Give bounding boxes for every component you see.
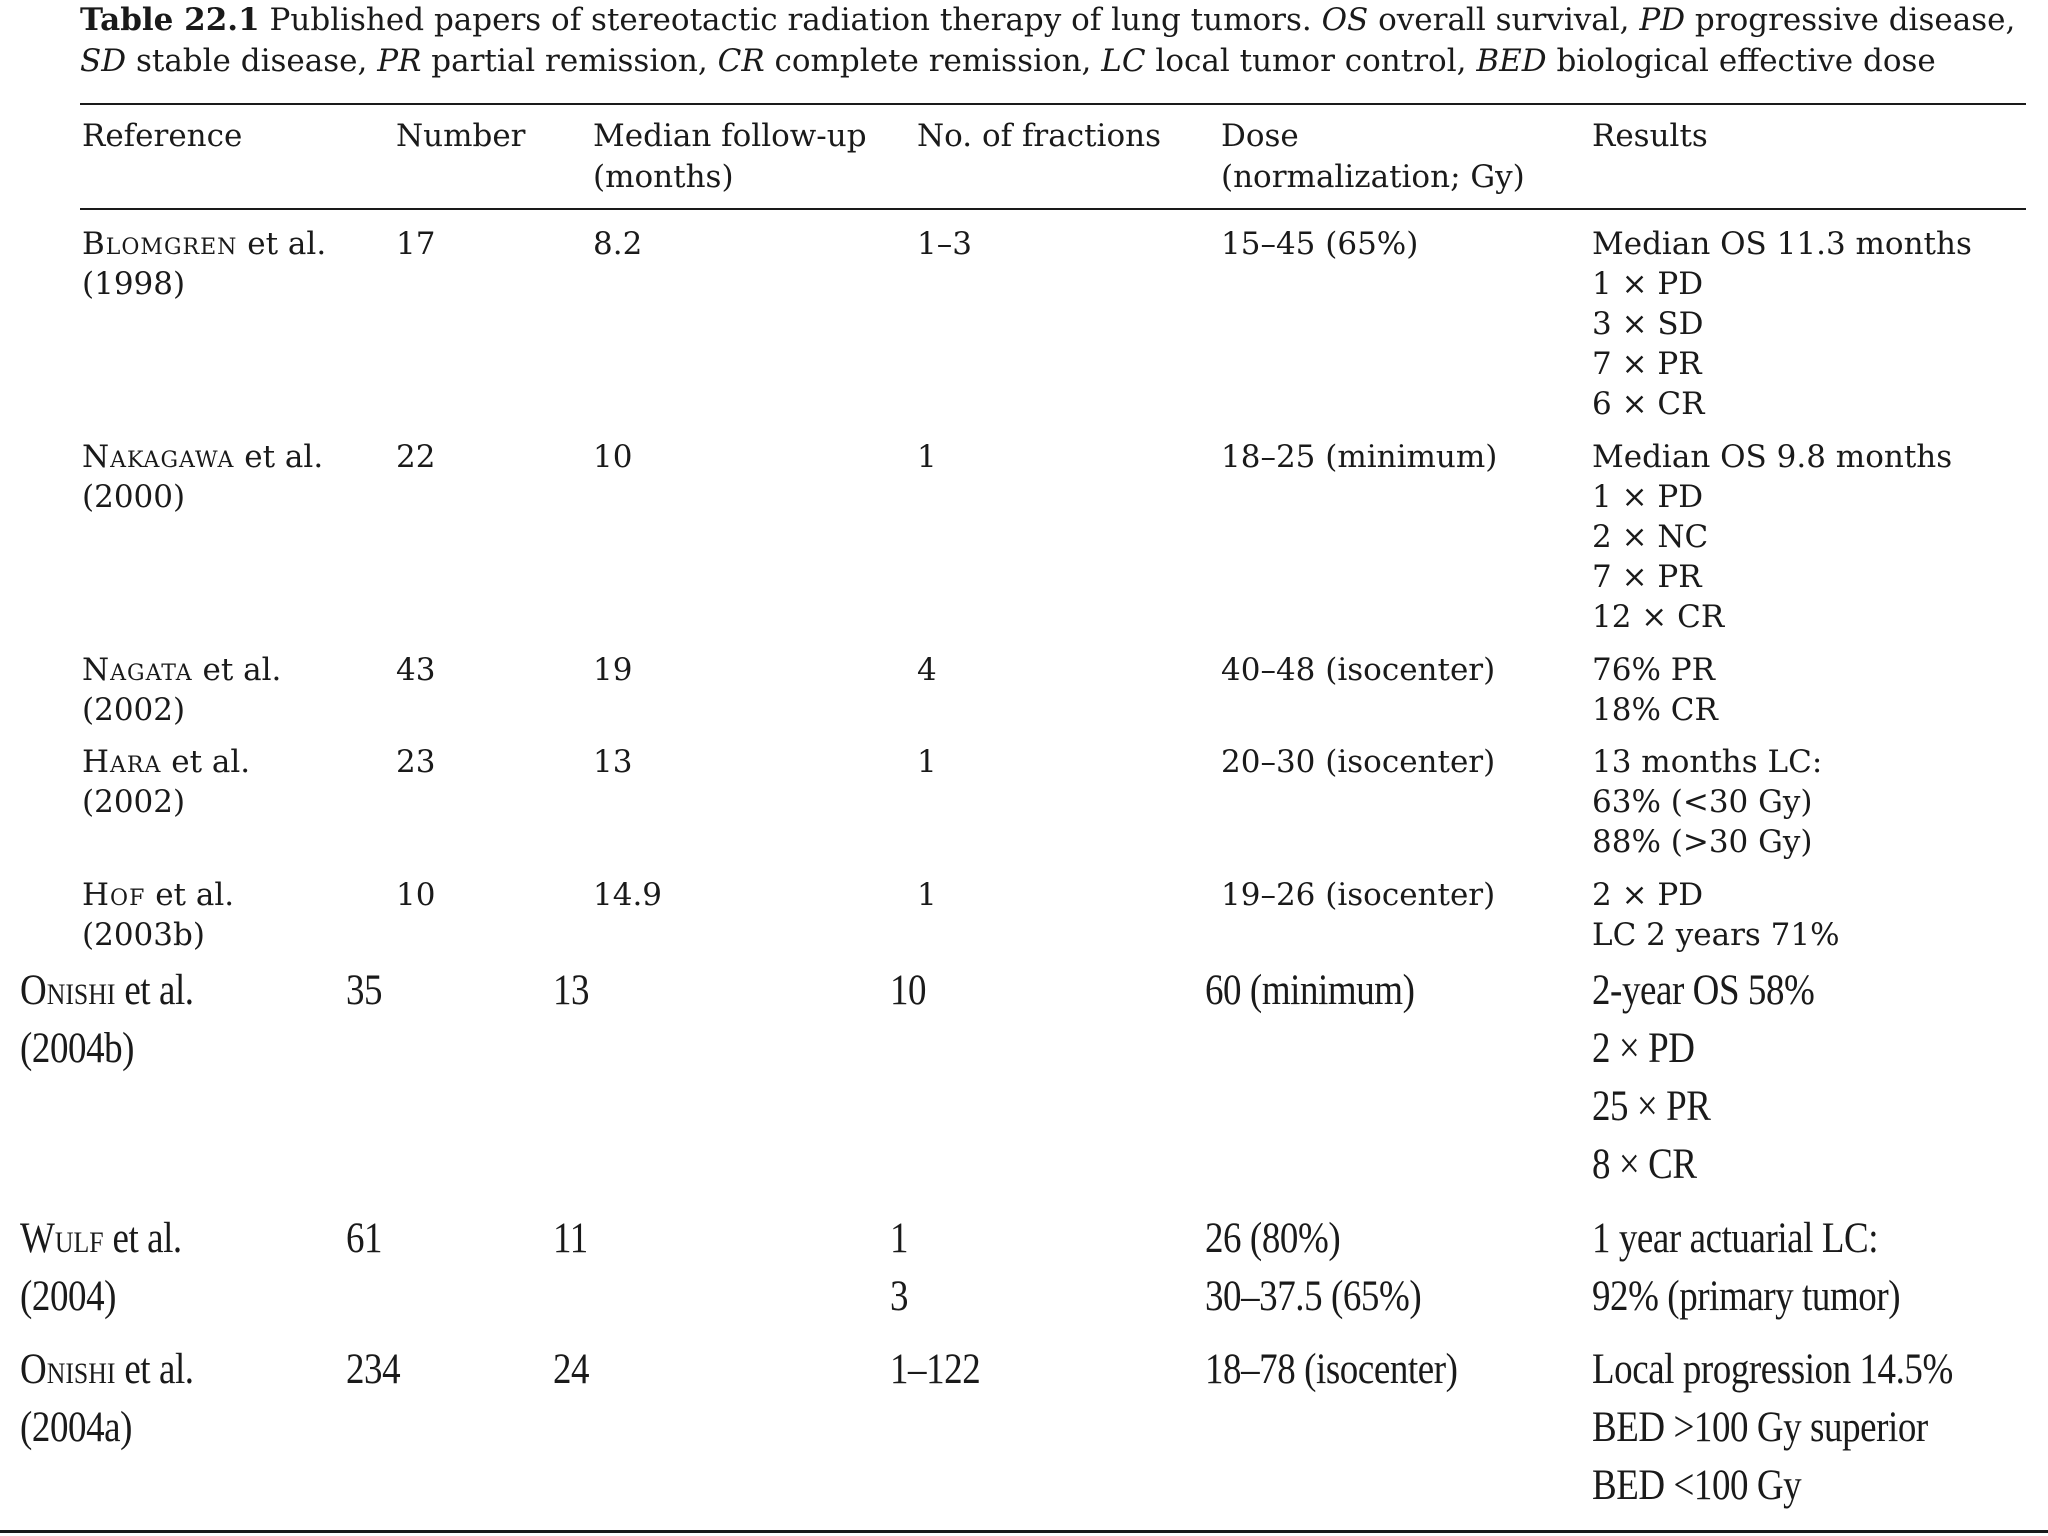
cell-results: 2 × PD LC 2 years 71% <box>1592 877 1840 953</box>
cell-fractions: 4 <box>917 652 937 688</box>
caption-segment: complete remission, <box>764 43 1102 79</box>
cell-dose: 18–25 (minimum) <box>1221 439 1498 475</box>
cell-reference <box>82 437 323 517</box>
pub-year: (2004) <box>20 1273 117 1320</box>
pub-year: (2002) <box>82 692 186 728</box>
cell-results: Median OS 9.8 months 1 × PD 2 × NC 7 × PR 12 × CR <box>1592 439 1953 635</box>
caption-segment: overall survival, <box>1368 2 1640 38</box>
cell-number: 61 <box>346 1215 383 1262</box>
author-name: Onishi <box>20 967 116 1014</box>
cell-fractions: 1–3 <box>917 226 972 262</box>
top-rule <box>80 103 2026 105</box>
cell-fractions: 1–122 <box>890 1346 981 1393</box>
table-label: Table 22.1 <box>80 2 260 38</box>
header-reference: Reference <box>82 118 243 154</box>
cell-dose: 60 (minimum) <box>1205 967 1415 1014</box>
pub-year: (2003b) <box>82 917 205 953</box>
cell-results: 1 year actuarial LC: 92% (primary tumor) <box>1592 1215 1901 1320</box>
caption-segment: biological effective dose <box>1546 43 1936 79</box>
pub-year: (1998) <box>82 266 186 302</box>
et-al: et al. <box>192 652 282 688</box>
cell-reference <box>82 224 326 304</box>
cell-fractions: 1 3 <box>890 1215 909 1320</box>
cell-number: 23 <box>396 744 436 780</box>
author-name: Nagata <box>82 652 193 688</box>
et-al: et al. <box>115 1346 194 1393</box>
cell-reference <box>82 875 234 955</box>
cell-fractions: 1 <box>917 877 937 913</box>
caption-abbrev: PD <box>1639 2 1686 38</box>
author-name: Nakagawa <box>82 439 235 475</box>
cell-dose: 18–78 (isocenter) <box>1205 1346 1458 1393</box>
cell-followup: 13 <box>593 744 633 780</box>
cell-followup: 19 <box>593 652 633 688</box>
et-al: et al. <box>115 967 194 1014</box>
cell-dose: 20–30 (isocenter) <box>1221 744 1496 780</box>
bottom-rule <box>0 1530 2048 1533</box>
caption-text <box>80 2 2015 79</box>
et-al: et al. <box>145 877 235 913</box>
cell-number: 234 <box>346 1346 401 1393</box>
cell-reference <box>82 742 250 822</box>
cell-reference <box>20 962 194 1078</box>
header-rule <box>80 208 2026 210</box>
author-name: Hof <box>82 877 146 913</box>
cell-followup: 13 <box>553 967 590 1014</box>
cell-results: 76% PR 18% CR <box>1592 652 1718 728</box>
header-number: Number <box>396 118 526 154</box>
author-name: Blomgren <box>82 226 238 262</box>
caption-segment: progressive disease, <box>1685 2 2016 38</box>
pub-year: (2004a) <box>20 1404 133 1451</box>
cell-dose: 40–48 (isocenter) <box>1221 652 1496 688</box>
cell-number: 35 <box>346 967 383 1014</box>
cell-fractions: 1 <box>917 744 937 780</box>
header-fractions: No. of fractions <box>917 118 1161 154</box>
caption-abbrev: OS <box>1321 2 1369 38</box>
caption-segment: Published papers of stereotactic radiation therapy of lung tumors. <box>259 2 1322 38</box>
cell-reference <box>82 650 281 730</box>
caption-abbrev: LC <box>1101 43 1146 79</box>
caption-abbrev: PR <box>377 43 422 79</box>
cell-reference <box>20 1210 182 1326</box>
cell-reference <box>20 1341 194 1457</box>
caption-segment: partial remission, <box>421 43 718 79</box>
caption-abbrev: SD <box>80 43 127 79</box>
author-name: Onishi <box>20 1346 116 1393</box>
et-al: et al. <box>237 226 327 262</box>
cell-number: 22 <box>396 439 436 475</box>
cell-followup: 24 <box>553 1346 590 1393</box>
author-name: Hara <box>82 744 162 780</box>
author-name: Wulf <box>20 1215 104 1262</box>
cell-dose: 19–26 (isocenter) <box>1221 877 1496 913</box>
cell-followup: 11 <box>553 1215 588 1262</box>
header-followup: Median follow-up (months) <box>593 118 867 195</box>
table-caption <box>80 0 2030 82</box>
header-dose: Dose (normalization; Gy) <box>1221 118 1525 195</box>
et-al: et al. <box>234 439 324 475</box>
et-al: et al. <box>103 1215 182 1262</box>
cell-followup: 14.9 <box>593 877 663 913</box>
cell-dose: 15–45 (65%) <box>1221 226 1419 262</box>
cell-fractions: 10 <box>890 967 927 1014</box>
caption-abbrev: BED <box>1476 43 1547 79</box>
cell-followup: 10 <box>593 439 633 475</box>
cell-number: 10 <box>396 877 436 913</box>
pub-year: (2000) <box>82 479 186 515</box>
pub-year: (2004b) <box>20 1025 135 1072</box>
caption-segment: local tumor control, <box>1145 43 1477 79</box>
cell-fractions: 1 <box>917 439 937 475</box>
caption-segment: stable disease, <box>126 43 378 79</box>
pub-year: (2002) <box>82 784 186 820</box>
caption-abbrev: CR <box>717 43 765 79</box>
cell-results: 13 months LC: 63% (<30 Gy) 88% (>30 Gy) <box>1592 744 1823 860</box>
cell-number: 17 <box>396 226 436 262</box>
cell-results: 2-year OS 58% 2 × PD 25 × PR 8 × CR <box>1592 967 1815 1188</box>
header-results: Results <box>1592 118 1708 154</box>
cell-number: 43 <box>396 652 436 688</box>
et-al: et al. <box>161 744 251 780</box>
cell-results: Median OS 11.3 months 1 × PD 3 × SD 7 × PR 6 × CR <box>1592 226 1972 422</box>
cell-results: Local progression 14.5% BED >100 Gy superior BED <100 Gy <box>1592 1346 1953 1509</box>
cell-dose: 26 (80%) 30–37.5 (65%) <box>1205 1215 1422 1320</box>
cell-followup: 8.2 <box>593 226 643 262</box>
